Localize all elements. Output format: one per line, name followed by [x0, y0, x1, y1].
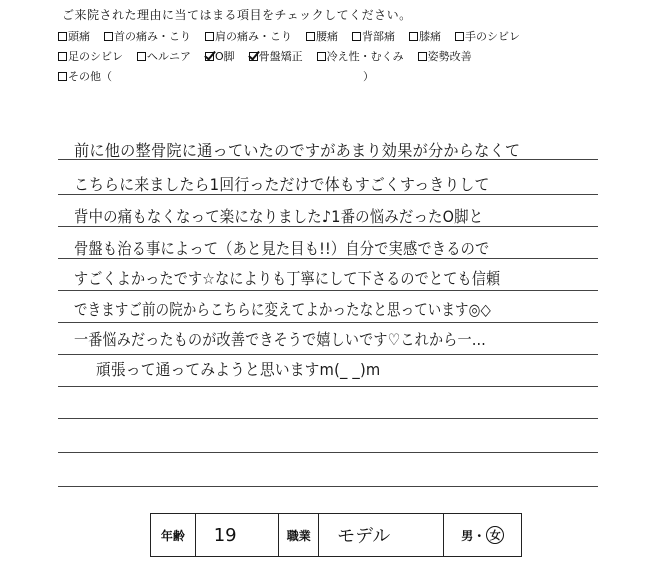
option-posture[interactable]: [418, 48, 472, 64]
option-hernia[interactable]: [137, 48, 191, 64]
option-label: 腰痛: [316, 30, 338, 43]
reason-options-row-3: [58, 68, 374, 84]
checkbox[interactable]: [409, 32, 418, 41]
option-label: 膝痛: [419, 30, 441, 43]
comment-line: すごくよかったです☆なによりも丁寧にして下さるのでとても信頼: [74, 269, 501, 288]
option-label: 骨盤矯正: [258, 50, 303, 63]
option-label: 肩の痛み・こり: [215, 30, 292, 43]
sex-field[interactable]: [444, 514, 521, 556]
option-bow-legs[interactable]: [205, 48, 235, 64]
sex-selected-circled: 女: [486, 526, 504, 544]
option-label: O脚: [215, 50, 235, 63]
age-value[interactable]: 19: [196, 514, 280, 556]
checkbox[interactable]: [58, 72, 67, 81]
option-label: その他（: [68, 70, 112, 83]
ruled-line: [58, 386, 598, 387]
checkbox[interactable]: [137, 52, 146, 61]
occupation-value[interactable]: モデル: [319, 514, 444, 556]
option-label: 冷え性・むくみ: [326, 50, 404, 63]
comment-line: 背中の痛もなくなって楽になりました♪1番の悩みだったO脚と: [74, 207, 484, 226]
comment-line: 頑張って通ってみようと思いますm(_ _)m: [96, 360, 381, 379]
option-cold-swelling[interactable]: [317, 48, 404, 64]
other-close-bracket: ）: [363, 70, 374, 83]
checkbox-checked[interactable]: [249, 52, 258, 61]
occupation-label: 職業: [279, 514, 319, 556]
option-pelvis-correction[interactable]: [249, 48, 303, 64]
ruled-line: [58, 322, 598, 323]
option-label: 首の痛み・こり: [114, 30, 191, 43]
option-back-pain[interactable]: [352, 28, 395, 44]
respondent-info-box: [150, 513, 522, 557]
comment-line: 骨盤も治る事によって（あと見た目も!!）自分で実感できるので: [74, 239, 490, 258]
checkbox[interactable]: [418, 52, 427, 61]
option-label: 手のシビレ: [465, 30, 520, 43]
checkbox[interactable]: [352, 32, 361, 41]
option-hand-numbness[interactable]: [455, 28, 520, 44]
ruled-line: [58, 418, 598, 419]
ruled-line: [58, 354, 598, 355]
option-label: ヘルニア: [147, 50, 191, 63]
option-shoulder-pain[interactable]: [205, 28, 292, 44]
checkbox-checked[interactable]: [205, 52, 214, 61]
comment-line: 前に他の整骨院に通っていたのですがあまり効果が分からなくて: [74, 141, 521, 160]
option-lower-back-pain[interactable]: [306, 28, 338, 44]
comment-line: 一番悩みだったものが改善できそうで嬉しいです♡これから一…: [74, 330, 486, 349]
comment-line: できますご前の院からこちらに変えてよかったなと思っています◎◇: [74, 300, 492, 319]
checkbox[interactable]: [317, 52, 326, 61]
reason-options-row-2: [58, 48, 472, 64]
ruled-line: [58, 452, 598, 453]
age-label: 年齢: [151, 514, 196, 556]
option-knee-pain[interactable]: [409, 28, 441, 44]
option-headache[interactable]: [58, 28, 90, 44]
option-label: 頭痛: [68, 30, 90, 43]
checkbox[interactable]: [58, 52, 67, 61]
ruled-line: [58, 290, 598, 291]
comment-line: こちらに来ましたら1回行っただけで体もすごくすっきりして: [74, 175, 490, 194]
option-label: 背部痛: [362, 30, 395, 43]
sex-options-label: 男・: [461, 528, 486, 543]
checkbox[interactable]: [205, 32, 214, 41]
checkbox[interactable]: [306, 32, 315, 41]
survey-prompt: ご来院された理由に当てはまる項目をチェックしてください。: [62, 8, 412, 22]
reason-options-row-1: [58, 28, 520, 44]
checkbox[interactable]: [455, 32, 464, 41]
checkbox[interactable]: [58, 32, 67, 41]
checkbox[interactable]: [104, 32, 113, 41]
ruled-line: [58, 486, 598, 487]
option-label: 足のシビレ: [68, 50, 123, 63]
option-leg-numbness[interactable]: [58, 48, 123, 64]
option-neck-pain[interactable]: [104, 28, 191, 44]
option-other[interactable]: [58, 68, 374, 84]
option-label: 姿勢改善: [427, 50, 472, 63]
